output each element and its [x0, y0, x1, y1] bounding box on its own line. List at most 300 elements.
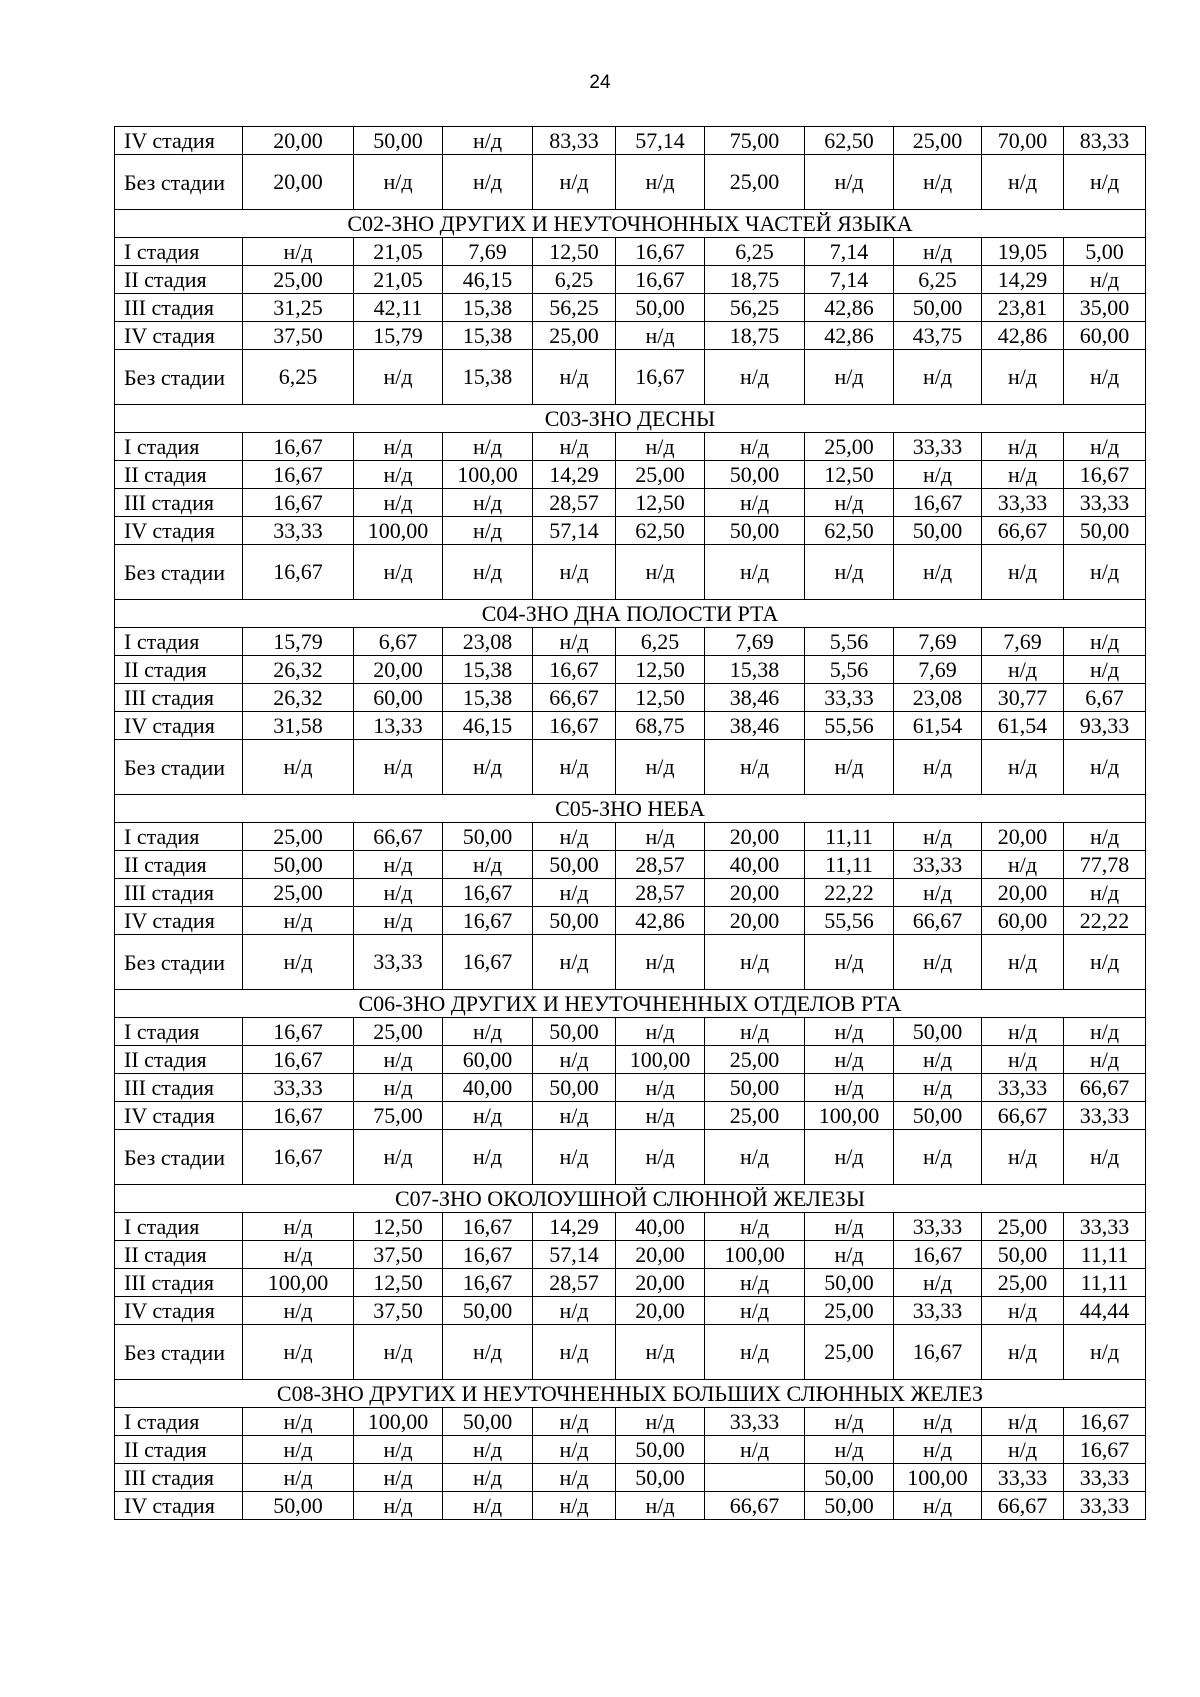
table-cell: 35,00 — [1064, 294, 1146, 322]
stage-label: Без стадии — [115, 350, 243, 405]
table-cell: н/д — [805, 1241, 894, 1269]
table-row — [115, 1464, 1146, 1492]
table-cell: 25,00 — [982, 1213, 1064, 1241]
table-cell: 70,00 — [982, 127, 1064, 155]
table-cell: н/д — [894, 879, 982, 907]
table-cell: 55,56 — [805, 907, 894, 935]
table-cell: 15,38 — [443, 294, 533, 322]
table-cell: н/д — [533, 545, 616, 600]
table-cell: 61,54 — [894, 712, 982, 740]
table-cell: н/д — [354, 879, 443, 907]
table-row — [115, 1213, 1146, 1241]
table-cell: 33,33 — [894, 851, 982, 879]
table-cell: н/д — [354, 1325, 443, 1380]
stage-label: Без стадии — [115, 545, 243, 600]
table-cell: 50,00 — [705, 1074, 805, 1102]
table-cell: 55,56 — [805, 712, 894, 740]
stage-label: I стадия — [115, 823, 243, 851]
table-cell: 7,14 — [805, 238, 894, 266]
table-body — [115, 127, 1146, 1520]
table-cell: н/д — [354, 1046, 443, 1074]
table-cell: н/д — [243, 740, 354, 795]
table-cell: 50,00 — [354, 127, 443, 155]
table-cell: 50,00 — [533, 851, 616, 879]
table-row — [115, 545, 1146, 600]
stage-label: III стадия — [115, 294, 243, 322]
table-cell: н/д — [982, 935, 1064, 990]
stage-label: I стадия — [115, 1408, 243, 1436]
table-cell: 31,25 — [243, 294, 354, 322]
stage-label: II стадия — [115, 656, 243, 684]
table-row — [115, 907, 1146, 935]
table-cell: н/д — [243, 1325, 354, 1380]
table-cell: 25,00 — [243, 879, 354, 907]
section-title: C07-ЗНО ОКОЛОУШНОЙ СЛЮННОЙ ЖЕЛЕЗЫ — [115, 1185, 1146, 1213]
table-cell: 16,67 — [533, 656, 616, 684]
table-cell: н/д — [616, 1018, 705, 1046]
table-cell: 23,08 — [443, 628, 533, 656]
table-cell: н/д — [894, 935, 982, 990]
table-cell: 62,50 — [805, 517, 894, 545]
stage-label: II стадия — [115, 266, 243, 294]
table-cell: н/д — [1064, 935, 1146, 990]
table-cell: н/д — [894, 823, 982, 851]
table-row — [115, 935, 1146, 990]
table-cell: 16,67 — [616, 266, 705, 294]
table-cell: 66,67 — [982, 517, 1064, 545]
table-cell: 28,57 — [616, 851, 705, 879]
table-cell: н/д — [443, 545, 533, 600]
table-cell: 25,00 — [354, 1018, 443, 1046]
stage-label: III стадия — [115, 1464, 243, 1492]
table-cell: 83,33 — [533, 127, 616, 155]
table-cell: 33,33 — [894, 1297, 982, 1325]
table-cell: н/д — [533, 1102, 616, 1130]
table-cell: 13,33 — [354, 712, 443, 740]
table-cell: 25,00 — [243, 266, 354, 294]
table-cell: н/д — [533, 935, 616, 990]
table-row — [115, 489, 1146, 517]
table-cell: н/д — [533, 1325, 616, 1380]
table-row — [115, 155, 1146, 210]
table-cell: н/д — [894, 461, 982, 489]
table-cell: 15,38 — [443, 322, 533, 350]
table-cell: 42,86 — [805, 322, 894, 350]
table-cell: 43,75 — [894, 322, 982, 350]
table-cell: 50,00 — [443, 1297, 533, 1325]
table-cell: 40,00 — [616, 1213, 705, 1241]
table-cell: 50,00 — [982, 1241, 1064, 1269]
table-cell: 37,50 — [243, 322, 354, 350]
table-cell: н/д — [443, 489, 533, 517]
table-row — [115, 851, 1146, 879]
table-cell: 50,00 — [533, 907, 616, 935]
section-header-row — [115, 1380, 1146, 1408]
table-cell: 15,38 — [443, 350, 533, 405]
table-cell: н/д — [1064, 266, 1146, 294]
section-header-row — [115, 405, 1146, 433]
table-cell: 66,67 — [982, 1102, 1064, 1130]
table-cell: 20,00 — [982, 823, 1064, 851]
table-cell: 16,67 — [894, 1241, 982, 1269]
table-cell: 60,00 — [354, 684, 443, 712]
section-header-row — [115, 1185, 1146, 1213]
table-cell: 6,25 — [705, 238, 805, 266]
stage-label: I стадия — [115, 1213, 243, 1241]
table-cell: н/д — [705, 433, 805, 461]
table-cell: 26,32 — [243, 656, 354, 684]
table-cell: 66,67 — [894, 907, 982, 935]
table-cell: 20,00 — [616, 1241, 705, 1269]
table-cell: н/д — [443, 1464, 533, 1492]
table-cell: 16,67 — [1064, 461, 1146, 489]
table-cell: н/д — [982, 545, 1064, 600]
table-cell: н/д — [894, 1046, 982, 1074]
table-cell: 18,75 — [705, 322, 805, 350]
table-cell: 7,14 — [805, 266, 894, 294]
table-row — [115, 517, 1146, 545]
stage-label: II стадия — [115, 1436, 243, 1464]
table-cell: 11,11 — [805, 851, 894, 879]
table-cell: 16,67 — [443, 1241, 533, 1269]
table-row — [115, 127, 1146, 155]
table-cell: 75,00 — [705, 127, 805, 155]
table-cell: н/д — [705, 740, 805, 795]
table-cell: н/д — [354, 1074, 443, 1102]
table-cell: 6,25 — [243, 350, 354, 405]
table-row — [115, 461, 1146, 489]
section-header-row — [115, 990, 1146, 1018]
table-cell: 12,50 — [616, 489, 705, 517]
table-cell: 21,05 — [354, 266, 443, 294]
table-cell: 25,00 — [805, 433, 894, 461]
table-cell: н/д — [533, 1297, 616, 1325]
table-cell: н/д — [1064, 740, 1146, 795]
table-cell: 42,86 — [616, 907, 705, 935]
table-row — [115, 1074, 1146, 1102]
table-cell: 16,67 — [243, 1102, 354, 1130]
table-cell: 12,50 — [616, 656, 705, 684]
table-cell: 11,11 — [805, 823, 894, 851]
table-row — [115, 1046, 1146, 1074]
table-cell: н/д — [1064, 350, 1146, 405]
table-cell: 19,05 — [982, 238, 1064, 266]
table-cell: 75,00 — [354, 1102, 443, 1130]
table-cell: 7,69 — [894, 628, 982, 656]
table-cell: 25,00 — [805, 1325, 894, 1380]
table-cell: н/д — [243, 1297, 354, 1325]
section-title: C02-ЗНО ДРУГИХ И НЕУТОЧНОННЫХ ЧАСТЕЙ ЯЗЫКА — [115, 210, 1146, 238]
table-cell: 50,00 — [443, 1408, 533, 1436]
table-cell: 50,00 — [533, 1074, 616, 1102]
table-row — [115, 1269, 1146, 1297]
table-cell: 33,33 — [243, 517, 354, 545]
table-cell: н/д — [1064, 1046, 1146, 1074]
table-cell: 6,25 — [533, 266, 616, 294]
table-cell: 33,33 — [982, 1464, 1064, 1492]
table-cell: 50,00 — [616, 1436, 705, 1464]
table-cell: н/д — [982, 1325, 1064, 1380]
table-cell: 16,67 — [243, 545, 354, 600]
table-cell: 11,11 — [1064, 1269, 1146, 1297]
table-cell: н/д — [982, 1130, 1064, 1185]
table-cell: н/д — [894, 1408, 982, 1436]
table-cell: н/д — [805, 545, 894, 600]
table-cell: 16,67 — [1064, 1436, 1146, 1464]
table-cell: 33,33 — [1064, 489, 1146, 517]
table-row — [115, 350, 1146, 405]
stage-label: Без стадии — [115, 740, 243, 795]
table-cell: 100,00 — [354, 517, 443, 545]
table-cell: 25,00 — [705, 1102, 805, 1130]
stage-label: IV стадия — [115, 1102, 243, 1130]
table-cell: 16,67 — [443, 1269, 533, 1297]
table-cell: 12,50 — [805, 461, 894, 489]
table-cell: н/д — [805, 1408, 894, 1436]
table-cell: н/д — [243, 935, 354, 990]
table-cell: 22,22 — [1064, 907, 1146, 935]
table-cell: 33,33 — [354, 935, 443, 990]
section-title: C03-ЗНО ДЕСНЫ — [115, 405, 1146, 433]
table-row — [115, 238, 1146, 266]
table-cell: 40,00 — [443, 1074, 533, 1102]
table-row — [115, 879, 1146, 907]
table-cell: 15,38 — [705, 656, 805, 684]
table-cell: 50,00 — [243, 1492, 354, 1520]
table-row — [115, 1130, 1146, 1185]
table-cell: н/д — [243, 1464, 354, 1492]
table-cell: н/д — [616, 433, 705, 461]
table-cell: 38,46 — [705, 712, 805, 740]
table-cell: н/д — [982, 851, 1064, 879]
table-cell: н/д — [443, 851, 533, 879]
table-cell: 42,86 — [982, 322, 1064, 350]
table-cell: н/д — [1064, 545, 1146, 600]
table-cell: 26,32 — [243, 684, 354, 712]
table-cell: 50,00 — [894, 1018, 982, 1046]
section-header-row — [115, 795, 1146, 823]
table-cell: н/д — [805, 1130, 894, 1185]
table-row — [115, 1325, 1146, 1380]
table-cell: 5,00 — [1064, 238, 1146, 266]
table-cell: 57,14 — [533, 517, 616, 545]
table-cell: н/д — [443, 517, 533, 545]
table-cell: 7,69 — [705, 628, 805, 656]
table-cell: н/д — [805, 1018, 894, 1046]
table-cell: 46,15 — [443, 266, 533, 294]
table-cell: 66,67 — [354, 823, 443, 851]
table-cell: н/д — [354, 1464, 443, 1492]
table-cell: 25,00 — [805, 1297, 894, 1325]
table-cell: н/д — [616, 935, 705, 990]
table-cell: н/д — [982, 1018, 1064, 1046]
stage-label: IV стадия — [115, 712, 243, 740]
table-row — [115, 433, 1146, 461]
table-cell: 33,33 — [1064, 1492, 1146, 1520]
table-cell: 6,25 — [894, 266, 982, 294]
table-cell: н/д — [982, 656, 1064, 684]
section-title: C08-ЗНО ДРУГИХ И НЕУТОЧНЕННЫХ БОЛЬШИХ СЛЮННЫХ ЖЕЛЕЗ — [115, 1380, 1146, 1408]
stage-label: Без стадии — [115, 155, 243, 210]
table-cell: н/д — [805, 1213, 894, 1241]
stage-label: III стадия — [115, 1074, 243, 1102]
table-cell: н/д — [616, 1130, 705, 1185]
table-cell: 57,14 — [616, 127, 705, 155]
table-cell: 25,00 — [616, 461, 705, 489]
table-cell: н/д — [243, 238, 354, 266]
table-cell: 83,33 — [1064, 127, 1146, 155]
table-cell: 50,00 — [894, 1102, 982, 1130]
table-cell: 42,11 — [354, 294, 443, 322]
table-cell: 50,00 — [805, 1269, 894, 1297]
table-cell: 40,00 — [705, 851, 805, 879]
table-cell: 100,00 — [705, 1241, 805, 1269]
table-cell: 16,67 — [243, 461, 354, 489]
table-cell: 25,00 — [982, 1269, 1064, 1297]
table-cell: 46,15 — [443, 712, 533, 740]
table-cell: 50,00 — [616, 294, 705, 322]
table-row — [115, 1241, 1146, 1269]
table-cell: 42,86 — [805, 294, 894, 322]
table-cell: 50,00 — [894, 517, 982, 545]
table-cell: 20,00 — [705, 907, 805, 935]
table-cell: 16,67 — [443, 935, 533, 990]
table-cell: 50,00 — [243, 851, 354, 879]
table-cell: н/д — [894, 1130, 982, 1185]
table-cell: 100,00 — [443, 461, 533, 489]
table-cell: н/д — [533, 823, 616, 851]
table-cell: 16,67 — [1064, 1408, 1146, 1436]
table-cell: 12,50 — [354, 1213, 443, 1241]
table-cell: 50,00 — [443, 823, 533, 851]
stage-label: IV стадия — [115, 907, 243, 935]
table-row — [115, 628, 1146, 656]
table-cell: 16,67 — [243, 1130, 354, 1185]
table-cell: н/д — [705, 1436, 805, 1464]
table-cell: 20,00 — [982, 879, 1064, 907]
section-header-row — [115, 600, 1146, 628]
table-cell: н/д — [982, 1408, 1064, 1436]
table-row — [115, 712, 1146, 740]
table-row — [115, 322, 1146, 350]
table-cell: н/д — [982, 1046, 1064, 1074]
table-cell: н/д — [443, 1325, 533, 1380]
table-cell: н/д — [533, 740, 616, 795]
section-title: C04-ЗНО ДНА ПОЛОСТИ РТА — [115, 600, 1146, 628]
table-cell: н/д — [705, 1130, 805, 1185]
table-cell: н/д — [616, 1074, 705, 1102]
stage-label: IV стадия — [115, 1297, 243, 1325]
table-cell: 44,44 — [1064, 1297, 1146, 1325]
table-cell: н/д — [894, 155, 982, 210]
table-cell: 12,50 — [616, 684, 705, 712]
table-row — [115, 1297, 1146, 1325]
table-cell: н/д — [894, 1492, 982, 1520]
table-cell: н/д — [1064, 155, 1146, 210]
table-cell: 93,33 — [1064, 712, 1146, 740]
table-cell: 62,50 — [805, 127, 894, 155]
table-cell: 20,00 — [243, 127, 354, 155]
table-cell: 33,33 — [805, 684, 894, 712]
table-cell: 60,00 — [1064, 322, 1146, 350]
table-cell: 16,67 — [894, 1325, 982, 1380]
table-row — [115, 1408, 1146, 1436]
table-row — [115, 656, 1146, 684]
table-cell: 28,57 — [533, 489, 616, 517]
table-cell: н/д — [354, 155, 443, 210]
table-cell: 5,56 — [805, 656, 894, 684]
table-cell: н/д — [705, 350, 805, 405]
table-cell: н/д — [443, 1492, 533, 1520]
table-row — [115, 1436, 1146, 1464]
table-cell: 50,00 — [705, 517, 805, 545]
table-cell: н/д — [982, 350, 1064, 405]
table-cell: н/д — [1064, 1130, 1146, 1185]
table-cell: н/д — [443, 127, 533, 155]
table-cell: н/д — [533, 1130, 616, 1185]
table-cell: 14,29 — [533, 1213, 616, 1241]
table-cell: н/д — [894, 545, 982, 600]
table-cell: н/д — [443, 1130, 533, 1185]
table-cell: н/д — [1064, 656, 1146, 684]
table-cell: 5,56 — [805, 628, 894, 656]
table-cell: н/д — [1064, 1018, 1146, 1046]
table-cell: н/д — [894, 1074, 982, 1102]
table-cell: 33,33 — [1064, 1213, 1146, 1241]
stage-label: I стадия — [115, 1018, 243, 1046]
table-cell: н/д — [894, 238, 982, 266]
table-cell: 16,67 — [443, 1213, 533, 1241]
table-cell: н/д — [1064, 433, 1146, 461]
table-cell: 20,00 — [354, 656, 443, 684]
table-cell: н/д — [982, 1436, 1064, 1464]
table-row — [115, 294, 1146, 322]
table-cell: 66,67 — [982, 1492, 1064, 1520]
table-cell: н/д — [354, 350, 443, 405]
stage-label: III стадия — [115, 879, 243, 907]
table-cell: 16,67 — [894, 489, 982, 517]
table-cell: н/д — [805, 350, 894, 405]
table-cell: н/д — [443, 1018, 533, 1046]
table-cell: н/д — [616, 823, 705, 851]
table-cell: н/д — [533, 1436, 616, 1464]
table-cell: н/д — [982, 155, 1064, 210]
table-cell: н/д — [705, 545, 805, 600]
table-cell: 20,00 — [616, 1269, 705, 1297]
table-cell: 16,67 — [443, 907, 533, 935]
table-cell: н/д — [533, 1046, 616, 1074]
table-cell: 37,50 — [354, 1241, 443, 1269]
table-cell: н/д — [982, 433, 1064, 461]
stage-label: III стадия — [115, 684, 243, 712]
table-cell: 66,67 — [705, 1492, 805, 1520]
page-number: 24 — [589, 72, 611, 93]
table-cell: н/д — [982, 1297, 1064, 1325]
table-cell: 15,38 — [443, 656, 533, 684]
table-cell: 15,79 — [243, 628, 354, 656]
table-cell: н/д — [982, 461, 1064, 489]
table-cell: н/д — [616, 1492, 705, 1520]
table-cell: н/д — [1064, 628, 1146, 656]
stage-label: Без стадии — [115, 1130, 243, 1185]
table-cell: н/д — [705, 1018, 805, 1046]
table-cell: н/д — [894, 1269, 982, 1297]
table-cell: н/д — [616, 1408, 705, 1436]
stage-label: IV стадия — [115, 322, 243, 350]
table-cell: 33,33 — [1064, 1102, 1146, 1130]
table-row — [115, 1018, 1146, 1046]
table-cell: 61,54 — [982, 712, 1064, 740]
